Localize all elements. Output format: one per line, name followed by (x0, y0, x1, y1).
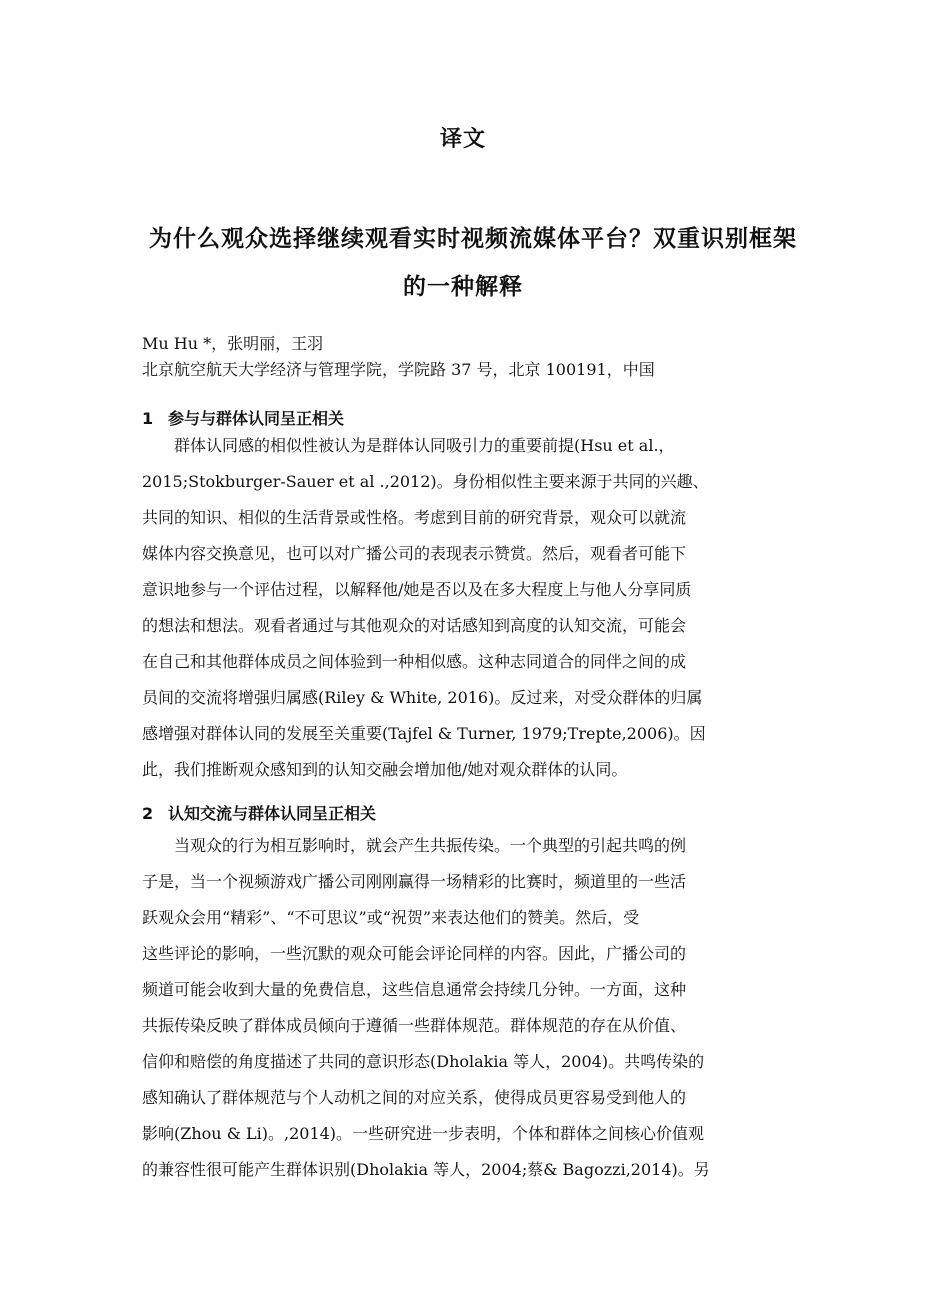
paragraph-line: 感知确认了群体规范与个人动机之间的对应关系，使得成员更容易受到他人的 (142, 1088, 687, 1107)
paper-title-line-2: 的一种解释 (403, 274, 523, 300)
section-body (142, 428, 792, 788)
paragraph-line: 信仰和赔偿的角度描述了共同的意识形态(Dholakia 等人，2004)。共鸣传染的 (142, 1052, 705, 1071)
paragraph-line: 感增强对群体认同的发展至关重要(Tajfel & Turner, 1979;Trepte,2006)。因 (142, 724, 706, 743)
section-body (142, 828, 792, 1188)
paragraph-line: 当观众的行为相互影响时，就会产生共振传染。一个典型的引起共鸣的例 (142, 836, 687, 855)
section-number: 1 (142, 409, 154, 428)
paragraph-line: 的想法和想法。观看者通过与其他观众的对话感知到高度的认知交流，可能会 (142, 616, 687, 635)
paragraph-line: 员间的交流将增强归属感(Riley & White, 2016)。反过来，对受众群体的归属 (142, 688, 703, 707)
paragraph-line: 共振传染反映了群体成员倾向于遵循一些群体规范。群体规范的存在从价值、 (142, 1016, 687, 1035)
paragraph-line: 在自己和其他群体成员之间体验到一种相似感。这种志同道合的同伴之间的成 (142, 652, 687, 671)
paragraph-line: 共同的知识、相似的生活背景或性格。考虑到目前的研究背景，观众可以就流 (142, 508, 687, 527)
section-title: 认知交流与群体认同呈正相关 (168, 804, 377, 823)
author-affiliation: 北京航空航天大学经济与管理学院，学院路 37 号，北京 100191，中国 (142, 360, 655, 379)
paragraph-line: 子是，当一个视频游戏广播公司刚刚赢得一场精彩的比赛时，频道里的一些活 (142, 872, 687, 891)
document-label: 译文 (439, 127, 486, 152)
paragraph-line: 媒体内容交换意见，也可以对广播公司的表现表示赞赏。然后，观看者可能下 (142, 544, 687, 563)
paragraph-line: 2015;Stokburger-Sauer et al .,2012)。身份相似性主要来源于共同的兴趣、 (142, 472, 709, 491)
author-list: Mu Hu *，张明丽，王羽 (142, 334, 324, 353)
paragraph-line: 频道可能会收到大量的免费信息，这些信息通常会持续几分钟。一方面，这种 (142, 980, 687, 999)
section-heading (142, 801, 376, 824)
paragraph-line: 的兼容性很可能产生群体识别(Dholakia 等人，2004;蔡& Bagozzi,2014)。另 (142, 1160, 710, 1179)
paragraph-line: 这些评论的影响，一些沉默的观众可能会评论同样的内容。因此，广播公司的 (142, 944, 687, 963)
section-heading (142, 406, 344, 429)
section-number: 2 (142, 804, 154, 823)
paragraph-line: 影响(Zhou & Li)。,2014)。一些研究进一步表明，个体和群体之间核心价值观 (142, 1124, 705, 1143)
paragraph-line: 群体认同感的相似性被认为是群体认同吸引力的重要前提(Hsu et al.， (142, 436, 675, 455)
paper-title-line-1: 为什么观众选择继续观看实时视频流媒体平台？双重识别框架 (149, 226, 797, 252)
paragraph-line: 跃观众会用“精彩”、“不可思议”或“祝贺”来表达他们的赞美。然后，受 (142, 908, 640, 927)
section-title: 参与与群体认同呈正相关 (168, 409, 345, 428)
paragraph-line: 意识地参与一个评估过程，以解释他/她是否以及在多大程度上与他人分享同质 (142, 580, 692, 599)
paragraph-line: 此，我们推断观众感知到的认知交融会增加他/她对观众群体的认同。 (142, 760, 628, 779)
